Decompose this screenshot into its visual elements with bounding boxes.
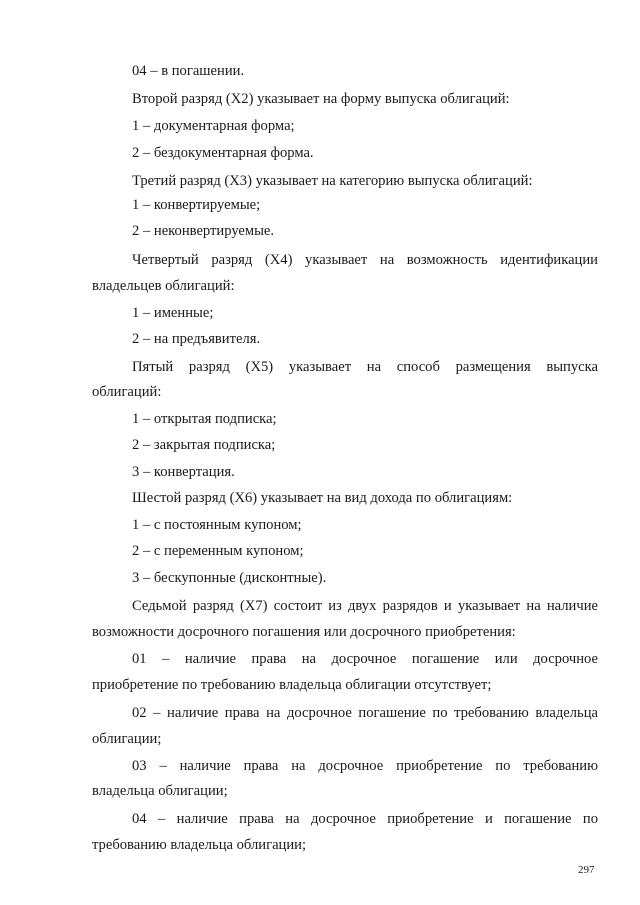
- text-line: 1 – с постоянным купоном;: [132, 517, 302, 533]
- text-line: 1 – документарная форма;: [132, 118, 295, 134]
- text-line: Третий разряд (Х3) указывает на категорию выпуска облигаций:: [132, 173, 533, 189]
- text-line: 1 – именные;: [132, 305, 214, 321]
- text-line: приобретение по требованию владельца облигации отсутствует;: [92, 677, 492, 693]
- text-line: 02 – наличие права на досрочное погашение по требованию владельца: [132, 705, 598, 721]
- text-line: требованию владельца облигации;: [92, 837, 307, 853]
- page-number: 297: [578, 864, 595, 876]
- text-line: 2 – на предъявителя.: [132, 331, 261, 347]
- text-line: облигаций:: [92, 384, 162, 400]
- text-line: 3 – конвертация.: [132, 464, 235, 480]
- text-line: Шестой разряд (Х6) указывает на вид дохода по облигациям:: [132, 490, 513, 506]
- text-line: 01 – наличие права на досрочное погашение или досрочное: [132, 651, 598, 667]
- text-line: Четвертый разряд (Х4) указывает на возможность идентификации: [132, 252, 598, 268]
- text-line: 04 – в погашении.: [132, 63, 245, 79]
- text-line: 1 – конвертируемые;: [132, 197, 261, 213]
- text-line: 2 – с переменным купоном;: [132, 543, 304, 559]
- text-line: 3 – бескупонные (дисконтные).: [132, 570, 327, 586]
- text-line: 2 – бездокументарная форма.: [132, 145, 314, 161]
- text-line: Пятый разряд (Х5) указывает на способ размещения выпуска: [132, 359, 598, 375]
- text-line: владельцев облигаций:: [92, 278, 235, 294]
- text-line: 2 – закрытая подписка;: [132, 437, 276, 453]
- text-line: Седьмой разряд (Х7) состоит из двух разрядов и указывает на наличие: [132, 598, 598, 614]
- text-line: 2 – неконвертируемые.: [132, 223, 275, 239]
- text-line: облигации;: [92, 731, 162, 747]
- text-line: 03 – наличие права на досрочное приобретение по требованию: [132, 758, 598, 774]
- text-line: 04 – наличие права на досрочное приобретение и погашение по: [132, 811, 598, 827]
- text-line: Второй разряд (Х2) указывает на форму выпуска облигаций:: [132, 91, 510, 107]
- text-line: возможности досрочного погашения или досрочного приобретения:: [92, 624, 516, 640]
- text-line: 1 – открытая подписка;: [132, 411, 277, 427]
- text-line: владельца облигации;: [92, 783, 228, 799]
